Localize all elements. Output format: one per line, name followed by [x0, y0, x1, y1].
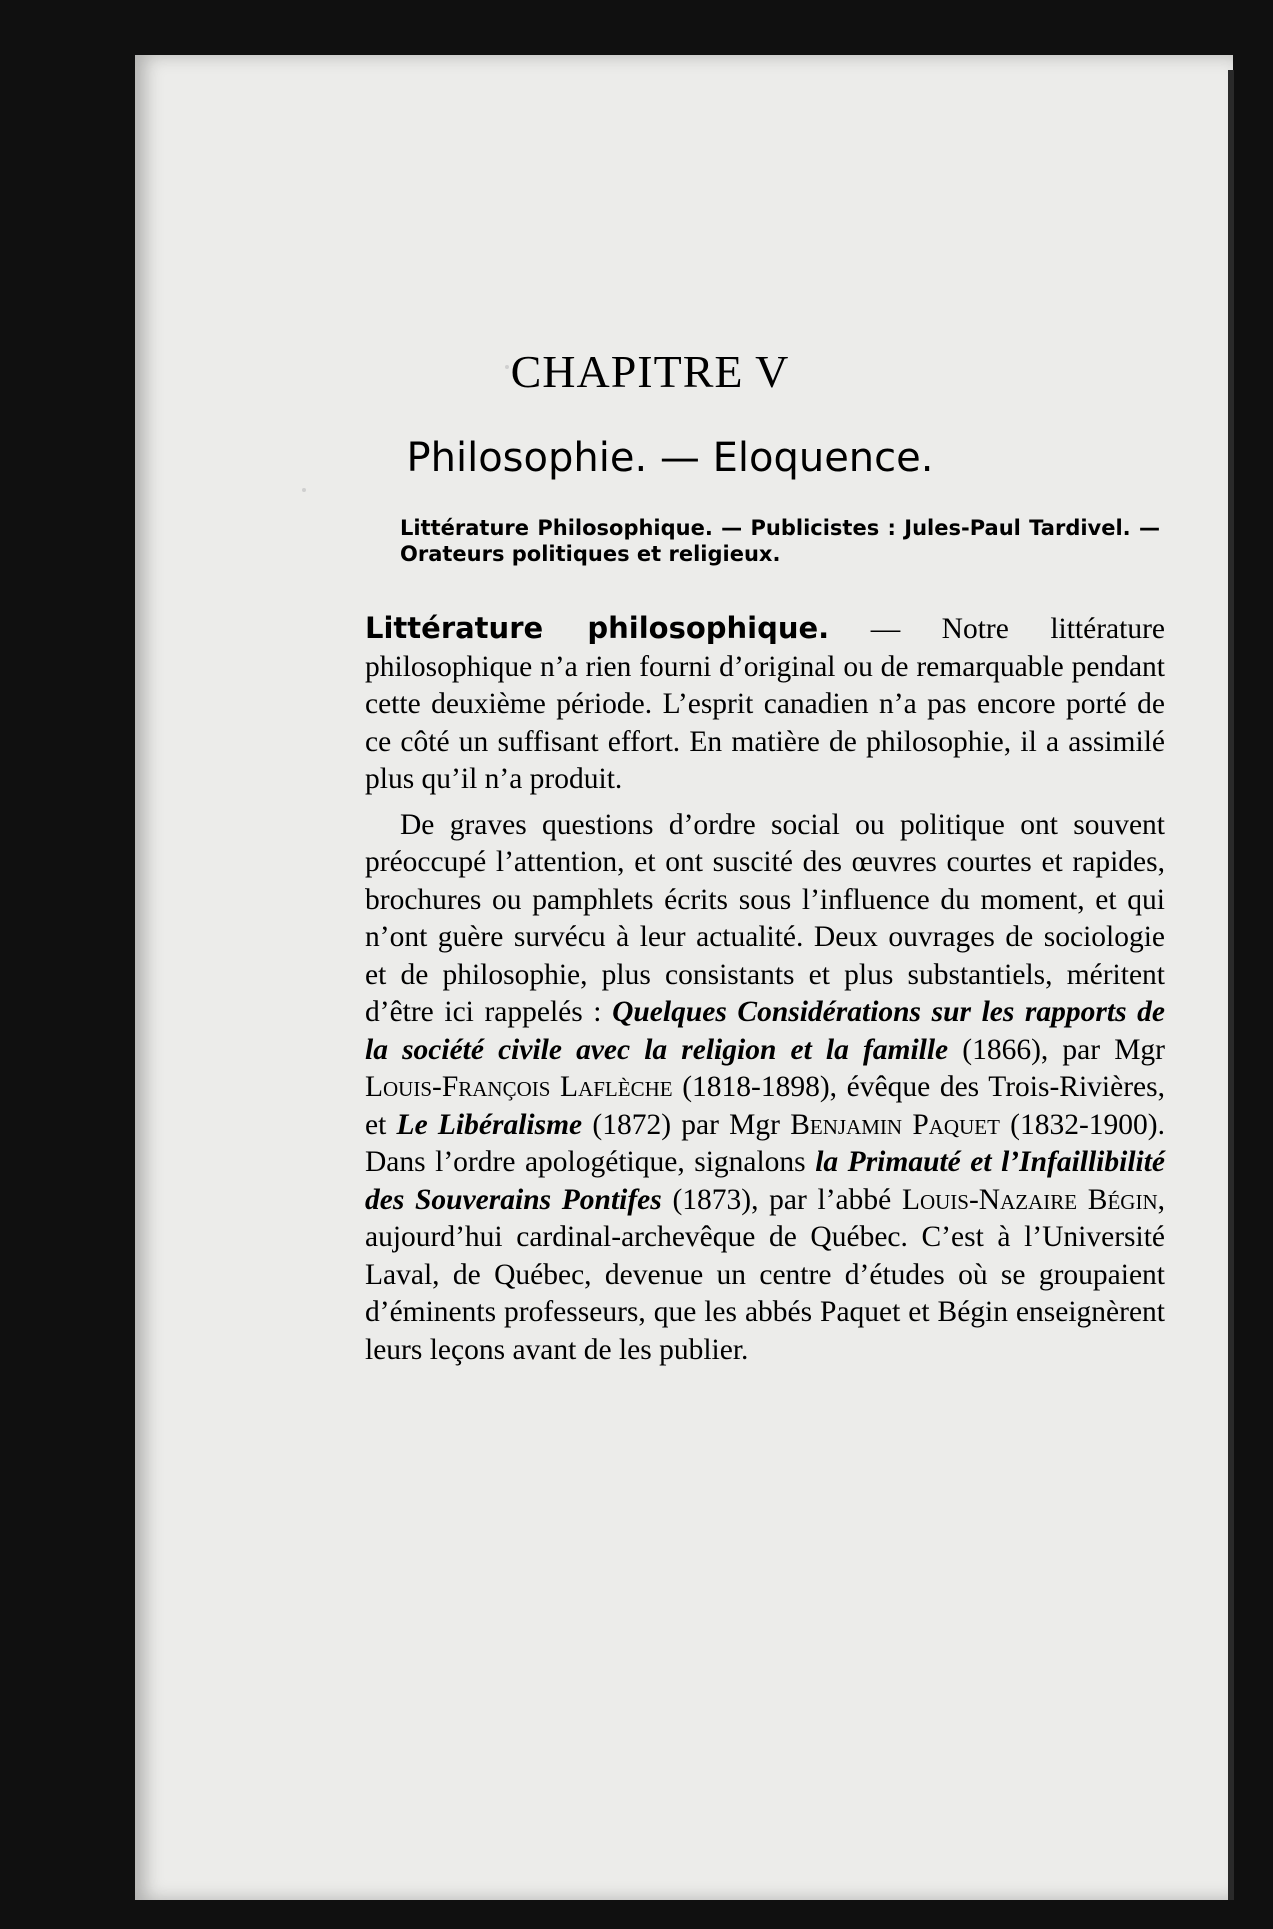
chapter-summary: Littérature Philosophique. — Publicistes : Jules-Paul Tardivel. — Orateurs politiques et religieux. — [400, 516, 1160, 566]
paragraph-text: De graves questions d’ordre social ou politique ont souvent préoccupé l’attention, et ont suscité des œuvres courtes et rapides, brochures ou pamphlets écrits sous l’influence du moment, et qui n’ont guère survécu à leur actualité. Deux ouvrages de sociologie et de philosophie, plus consistants et plus substantiels, méritent d’être ici rappelés : — [365, 808, 1165, 1028]
paragraph-text: (1872) par Mgr — [582, 1108, 791, 1141]
book-title: Le Libéralisme — [396, 1108, 583, 1141]
paragraph-text: , aujourd’hui cardinal-archevêque de Québec. C’est à l’Université Laval, de Québec, devenue un centre d’études où se groupaient d’éminents professeurs, que les abbés Paquet et Bégin enseignèrent leurs leçons avant de les publier. — [365, 1183, 1165, 1366]
chapter-subtitle: Philosophie. — Eloquence. — [406, 435, 934, 481]
speck — [302, 488, 306, 492]
paragraph-text: (1818-1898), évêque des Trois-Rivières, et — [365, 1071, 1165, 1141]
paragraph-2 — [365, 807, 1165, 1370]
paragraph-text: (1873), par l’abbé — [661, 1183, 902, 1216]
author-name: Louis-François Laflèche — [365, 1071, 673, 1103]
author-name: Benjamin Paquet — [790, 1108, 1000, 1141]
book-title: Quelques Considérations sur les rapports de la société civile avec la religion et la famille — [365, 996, 1165, 1066]
author-name: Louis-Nazaire Bégin — [901, 1183, 1158, 1216]
chapter-heading: CHAPITRE V — [510, 346, 790, 397]
paragraph-1 — [365, 610, 1165, 799]
page-edge — [1228, 70, 1234, 1900]
book-title: la Primauté et l’Infaillibilité des Souverains Pontifes — [365, 1146, 1166, 1216]
paragraph-text: (1866), par Mgr — [948, 1033, 1166, 1066]
paragraph-text: — Notre littérature philosophique n’a rien fourni d’original ou de remarquable pendant cette deuxième période. L’esprit canadien n’a pas encore porté de ce côté un suffisant effort. En matière de philosophie, il a assimilé plus qu’il n’a produit. — [365, 613, 1165, 795]
section-lead: Littérature philosophique. — [365, 611, 830, 645]
chapter-body — [365, 610, 1165, 1369]
paragraph-text: (1832-1900). Dans l’ordre apologétique, signalons — [365, 1108, 1166, 1178]
